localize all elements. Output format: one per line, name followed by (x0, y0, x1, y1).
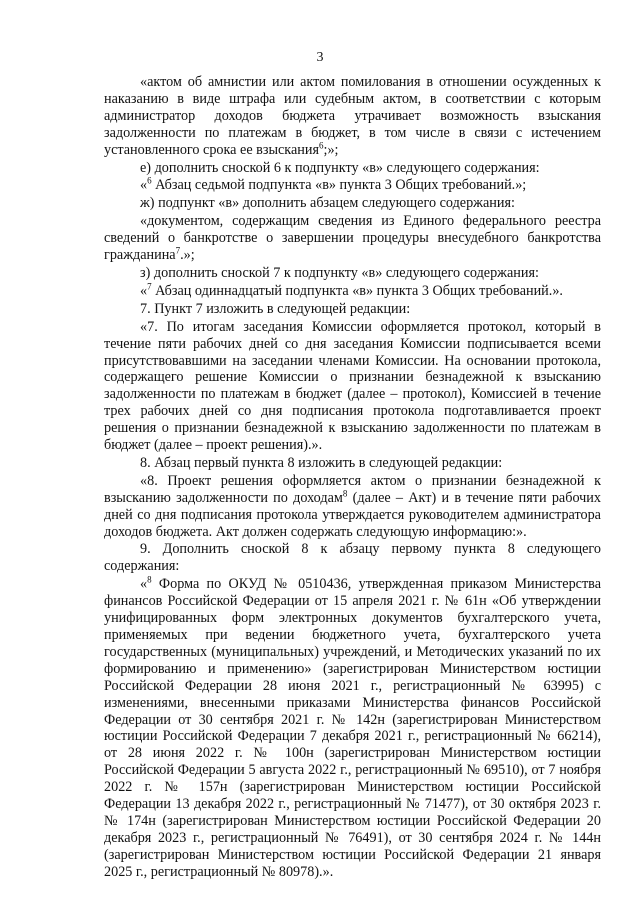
paragraph-text: «7. По итогам заседания Комиссии оформляется протокол, который в течение пяти рабочих дней со дня заседания Комиссии подписывается всеми присутствовавшими на заседании членами Комиссии. На основании протокола, содержащего решение Комиссии о признании безнадежной к взысканию задолженности по платежам в бюджет (далее – протокол), Комиссией в течение трех рабочих дней со дня подписания протокола подготавливается проект решения о признании безнадежной к взысканию задолженности по платежам в бюджет (далее – проект решения).». (104, 318, 601, 454)
quote-mark: « (140, 576, 148, 593)
paragraph-point-9-heading (104, 541, 601, 575)
quote-mark: « (140, 177, 148, 194)
document-body (104, 74, 601, 881)
paragraph-text: «актом об амнистии или актом помилования в отношении осужденных к наказанию в виде штрафа или судебным актом, в соответствии с которым администратор доходов бюджета утрачивает возможность взыскания задолженности по платежам в бюджет, в том числе в связи с истечением установленного срока ее взыскания (104, 74, 601, 158)
footnote-ref: 6 (147, 175, 152, 186)
quote-mark: « (140, 282, 148, 299)
paragraph-text: е) дополнить сноской 6 к подпункту «в» следующего содержания: (140, 159, 540, 176)
paragraph-point-8-text (104, 473, 601, 541)
paragraph-text: Абзац седьмой подпункта «в» пункта 3 Общих требований.»; (151, 177, 527, 194)
paragraph-text: з) дополнить сноской 7 к подпункту «в» следующего содержания: (140, 264, 539, 281)
paragraph-item-e (104, 160, 601, 177)
paragraph-point-8-heading (104, 455, 601, 472)
paragraph-item-z (104, 265, 601, 282)
paragraph-text: 9. Дополнить сноской 8 к абзацу первому пункта 8 следующего содержания: (104, 541, 601, 575)
paragraph-footnote-7 (104, 283, 601, 300)
paragraph-footnote-6 (104, 177, 601, 194)
paragraph-text: «8. Проект решения оформляется актом о признании безнадежной к взысканию задолженности по доходам (104, 472, 601, 506)
page-number: 3 (316, 50, 324, 65)
paragraph-text: (далее – Акт) и в течение пяти рабочих дней со дня подписания протокола утверждается руководителем администратора доходов бюджета. Акт должен содержать следующую информацию:». (104, 489, 601, 540)
footnote-ref: 7 (175, 245, 181, 256)
paragraph-text: 8. Абзац первый пункта 8 изложить в следующей редакции: (140, 454, 503, 471)
paragraph-bankruptcy-document (104, 213, 601, 264)
paragraph-point-7-heading (104, 301, 601, 318)
paragraph-text: Абзац одиннадцатый подпункта «в» пункта 3 Общих требований.». (151, 282, 563, 299)
footnote-ref: 7 (147, 281, 152, 292)
paragraph-text: «документом, содержащим сведения из Единого федерального реестра сведений о банкротстве о завершении процедуры внесудебного банкротства гражданина (104, 213, 601, 264)
paragraph-text: 7. Пункт 7 изложить в следующей редакции: (140, 300, 411, 317)
footnote-ref: 6 (319, 139, 324, 150)
footnote-ref: 8 (342, 488, 348, 499)
paragraph-text: ж) подпункт «в» дополнить абзацем следующего содержания: (140, 195, 515, 212)
paragraph-footnote-8 (104, 576, 601, 880)
paragraph-text: ;»; (323, 141, 339, 158)
footnote-ref: 8 (147, 574, 152, 585)
paragraph-amnesty-act (104, 74, 601, 159)
paragraph-text: .»; (180, 247, 195, 264)
paragraph-item-zh (104, 195, 601, 212)
paragraph-text: Форма по ОКУД № 0510436, утвержденная приказом Министерства финансов Российской Федерации от 15 апреля 2021 г. № 61н «Об утверждении унифицированных форм электронных документов бухгалтерского учета, применяемых при ведении бюджетного учета, бухгалтерского учета государственных (муниципальных) учреждений, и Методических указаний по их формированию и применению» (зарегистрирован Министерством юстиции Российской Федерации 28 июня 2021 г., регистрационный № 63995) с изменениями, внесенными приказами Министерства финансов Российской Федерации от 30 сентября 2021 г. № 142н (зарегистрирован Министерством юстиции Российской Федерации 7 декабря 2021 г., регистрационный № 66214), от 28 июня 2022 г. № 100н (зарегистрирован Министерством юстиции Российской Федерации 5 августа 2022 г., регистрационный № 69510), от 7 ноября 2022 г. № 157н (зарегистрирован Министерством юстиции Российской Федерации 13 декабря 2022 г., регистрационный № 71477), от 30 октября 2023 г. № 174н (зарегистрирован Министерством юстиции Российской Федерации 20 декабря 2023 г., регистрационный № 76491), от 30 сентября 2024 г. № 144н (зарегистрирован Министерством юстиции Российской Федерации 21 января 2025 г., регистрационный № 80978).». (104, 576, 601, 880)
paragraph-point-7-text (104, 319, 601, 454)
